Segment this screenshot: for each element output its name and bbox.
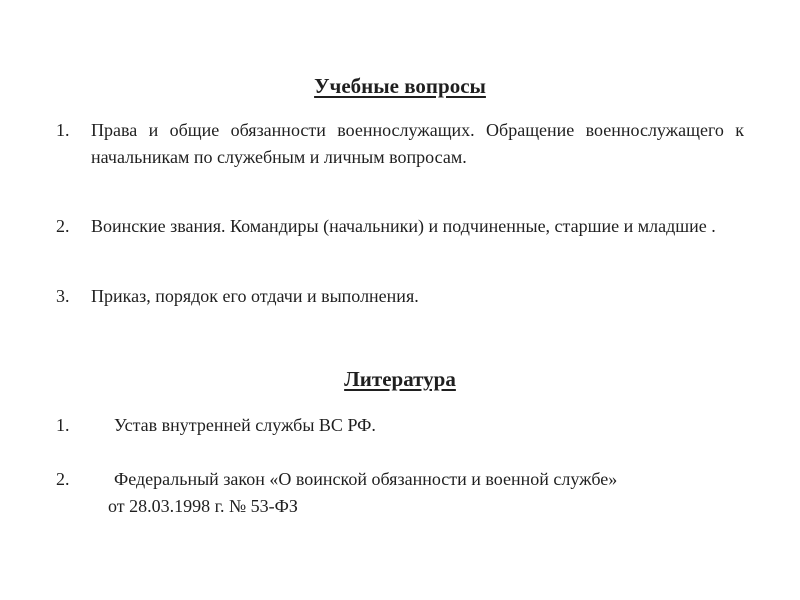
question-text: Воинские звания. Командиры (начальники) и подчиненные, старшие и младшие . [91, 216, 716, 236]
question-item [56, 213, 744, 240]
literature-text: Федеральный закон «О воинской обязанности и военной службе» [114, 469, 618, 489]
question-item [56, 283, 744, 310]
question-text: Права и общие обязанности военнослужащих. Обращение военнослужащего к начальникам по служебным и личным вопросам. [91, 120, 744, 167]
literature-heading: Литература [344, 367, 456, 391]
questions-heading: Учебные вопросы [314, 74, 486, 98]
literature-number: 2. [56, 469, 70, 489]
question-number: 2. [56, 216, 70, 236]
question-item [56, 117, 744, 171]
literature-item [56, 412, 756, 439]
literature-number: 1. [56, 415, 70, 435]
question-text: Приказ, порядок его отдачи и выполнения. [91, 286, 419, 306]
literature-text: Устав внутренней службы ВС РФ. [114, 415, 376, 435]
literature-item [56, 466, 756, 520]
question-number: 3. [56, 286, 70, 306]
question-number: 1. [56, 120, 70, 140]
literature-text-continuation: от 28.03.1998 г. № 53-ФЗ [108, 496, 298, 516]
